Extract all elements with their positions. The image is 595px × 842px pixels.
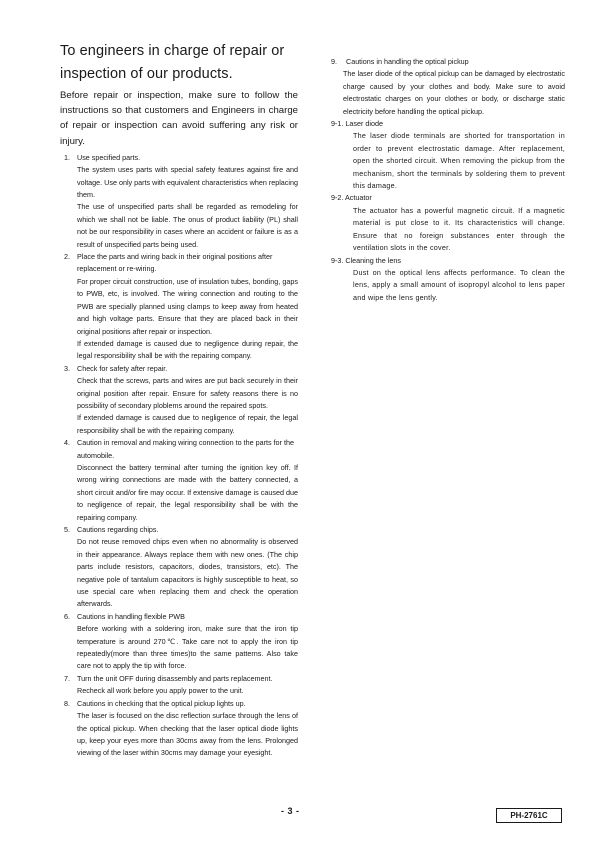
caution-item-2 — [60, 251, 298, 363]
item-number: 8. — [64, 698, 70, 708]
item-title: Cautions in handling the optical pickup — [346, 57, 469, 66]
item-number: 6. — [64, 611, 70, 621]
caution-list — [60, 152, 298, 760]
item-number: 2. — [64, 252, 70, 262]
item-title: Use specified parts. — [77, 152, 141, 162]
caution-item-7 — [60, 673, 298, 698]
item-title: Cautions regarding chips. — [77, 525, 159, 534]
item-title: Cautions in handling flexible PWB — [77, 611, 185, 621]
subsection-heading: 9-1. Laser diode — [331, 119, 383, 129]
item-paragraph: For proper circuit construction, use of insulation tubes, bonding, gaps to PWB, etc, is involved. The wiring connection and routing to the PWB are specially planned using clamps to keep away from heated and high voltage parts. Ensure that they are placed back in their original positions after repair or inspection. — [77, 276, 298, 336]
item-title: Cautions in checking that the optical pickup lights up. — [77, 698, 246, 708]
item-paragraph: Disconnect the battery terminal after turning the ignition key off. If wrong wiring connections are made with the battery connected, a short circuit and/or fire may occur. If extensive damage is caused due to negligence of repair, the legal responsibility shall be with the repairing company. — [77, 462, 298, 522]
caution-item-4 — [60, 437, 298, 524]
subsection-laser-diode — [331, 118, 565, 192]
caution-item-8 — [60, 698, 298, 760]
item-paragraph: If extended damage is caused due to negligence of repair, the legal responsibility shall be with the repairing company. — [77, 413, 298, 435]
item-number: 7. — [64, 673, 70, 683]
item-paragraph: The laser diode of the optical pickup can be damaged by electrostatic charge caused by your clothes and body. Make sure to avoid electrostatic charges on your clothes or body, or discharge static electricity before handling the optical pickup. — [343, 69, 565, 116]
item-number: 1. — [64, 152, 70, 162]
item-paragraph: The use of unspecified parts shall be regarded as remodeling for which we shall not be liable. The onus of product liability (PL) shall not be our responsibility in cases where an accident or failure is as a result of unspecified parts being used. — [77, 202, 298, 249]
item-title: Check for safety after repair. — [77, 363, 168, 373]
item-title: Caution in removal and making wiring connection to the parts for the automobile. — [77, 438, 294, 460]
subsection-text: Dust on the optical lens affects performance. To clean the lens, apply a small amount of isopropyl alcohol to lens paper and wipe the lens gently. — [353, 267, 565, 302]
caution-item-6 — [60, 611, 298, 673]
item-title: Turn the unit OFF during disassembly and parts replacement. Recheck all work before you apply power to the unit. — [77, 673, 273, 696]
page-title: To engineers in charge of repair or inspection of our products. — [60, 43, 285, 82]
subsection-text: The laser diode terminals are shorted for transportation in order to prevent electrostatic damage. After replacement, open the shorted circuit. When removing the pickup from the mechanism, short the terminals by soldering them to prevent this damage. — [353, 131, 565, 191]
caution-item-1 — [60, 152, 298, 251]
right-column — [331, 56, 565, 304]
subsection-heading: 9-2. Actuator — [331, 193, 372, 203]
item-paragraph: If extended damage is caused due to negligence during repair, the legal responsibility shall be with the repairing company. — [77, 338, 298, 361]
model-number-box: PH-2761C — [496, 808, 562, 823]
item-paragraph: Do not reuse removed chips even when no abnormality is observed in their appearance. Always replace them with new ones. (The chip parts include resistors, capacitors, diodes, transistors, etc). The negative pole of tantalum capacitors is highly susceptible to heat, so use special care when replacing them and check the operation afterwards. — [77, 537, 298, 609]
page-number: - 3 - — [281, 806, 300, 816]
subsection-actuator — [331, 192, 565, 254]
item-number: 4. — [64, 438, 70, 448]
subsection-cleaning-lens — [331, 255, 565, 305]
intro-text: Before repair or inspection, make sure to follow the instructions so that customers and Engineers in charge of repair or inspection can avoid suffering any risk or injury. — [60, 90, 298, 147]
item-number: 5. — [64, 525, 70, 534]
item-paragraph: Before working with a soldering iron, make sure that the iron tip temperature is around 270℃. Take care not to apply the iron tip repeatedly(more than three times)to the same patterns. Also take care not to apply the tip with force. — [77, 624, 298, 671]
item-paragraph: The laser is focused on the disc reflection surface through the lens of the optical pickup. When checking that the laser optical diode lights up, keep your eyes more than 30cms away from the lens. Prolonged viewing of the laser within 30cms may damage your eyesight. — [77, 711, 298, 758]
item-paragraph: The system uses parts with special safety features against fire and voltage. Use only parts with equivalent characteristics when replacing them. — [77, 165, 298, 200]
item-number: 3. — [64, 363, 70, 373]
item-paragraph: Check that the screws, parts and wires are put back securely in their original position after repair. Ensure for safety reasons there is no possibility of secondary ploblems around the repaired spots. — [77, 376, 298, 410]
item-number: 9. — [331, 57, 337, 66]
item-title: Place the parts and wiring back in their original positions after replacement or re-wiring. — [77, 252, 273, 274]
caution-item-5 — [60, 524, 298, 611]
caution-item-9 — [331, 56, 565, 118]
subsection-heading: 9-3. Cleaning the lens — [331, 255, 401, 265]
caution-item-3 — [60, 363, 298, 437]
subsection-text: The actuator has a powerful magnetic circuit. If a magnetic material is put close to it. Its characteristics will change. Ensure that no foreign substances enter through the ventilation slots in the cover. — [353, 205, 565, 253]
left-column — [60, 40, 298, 760]
